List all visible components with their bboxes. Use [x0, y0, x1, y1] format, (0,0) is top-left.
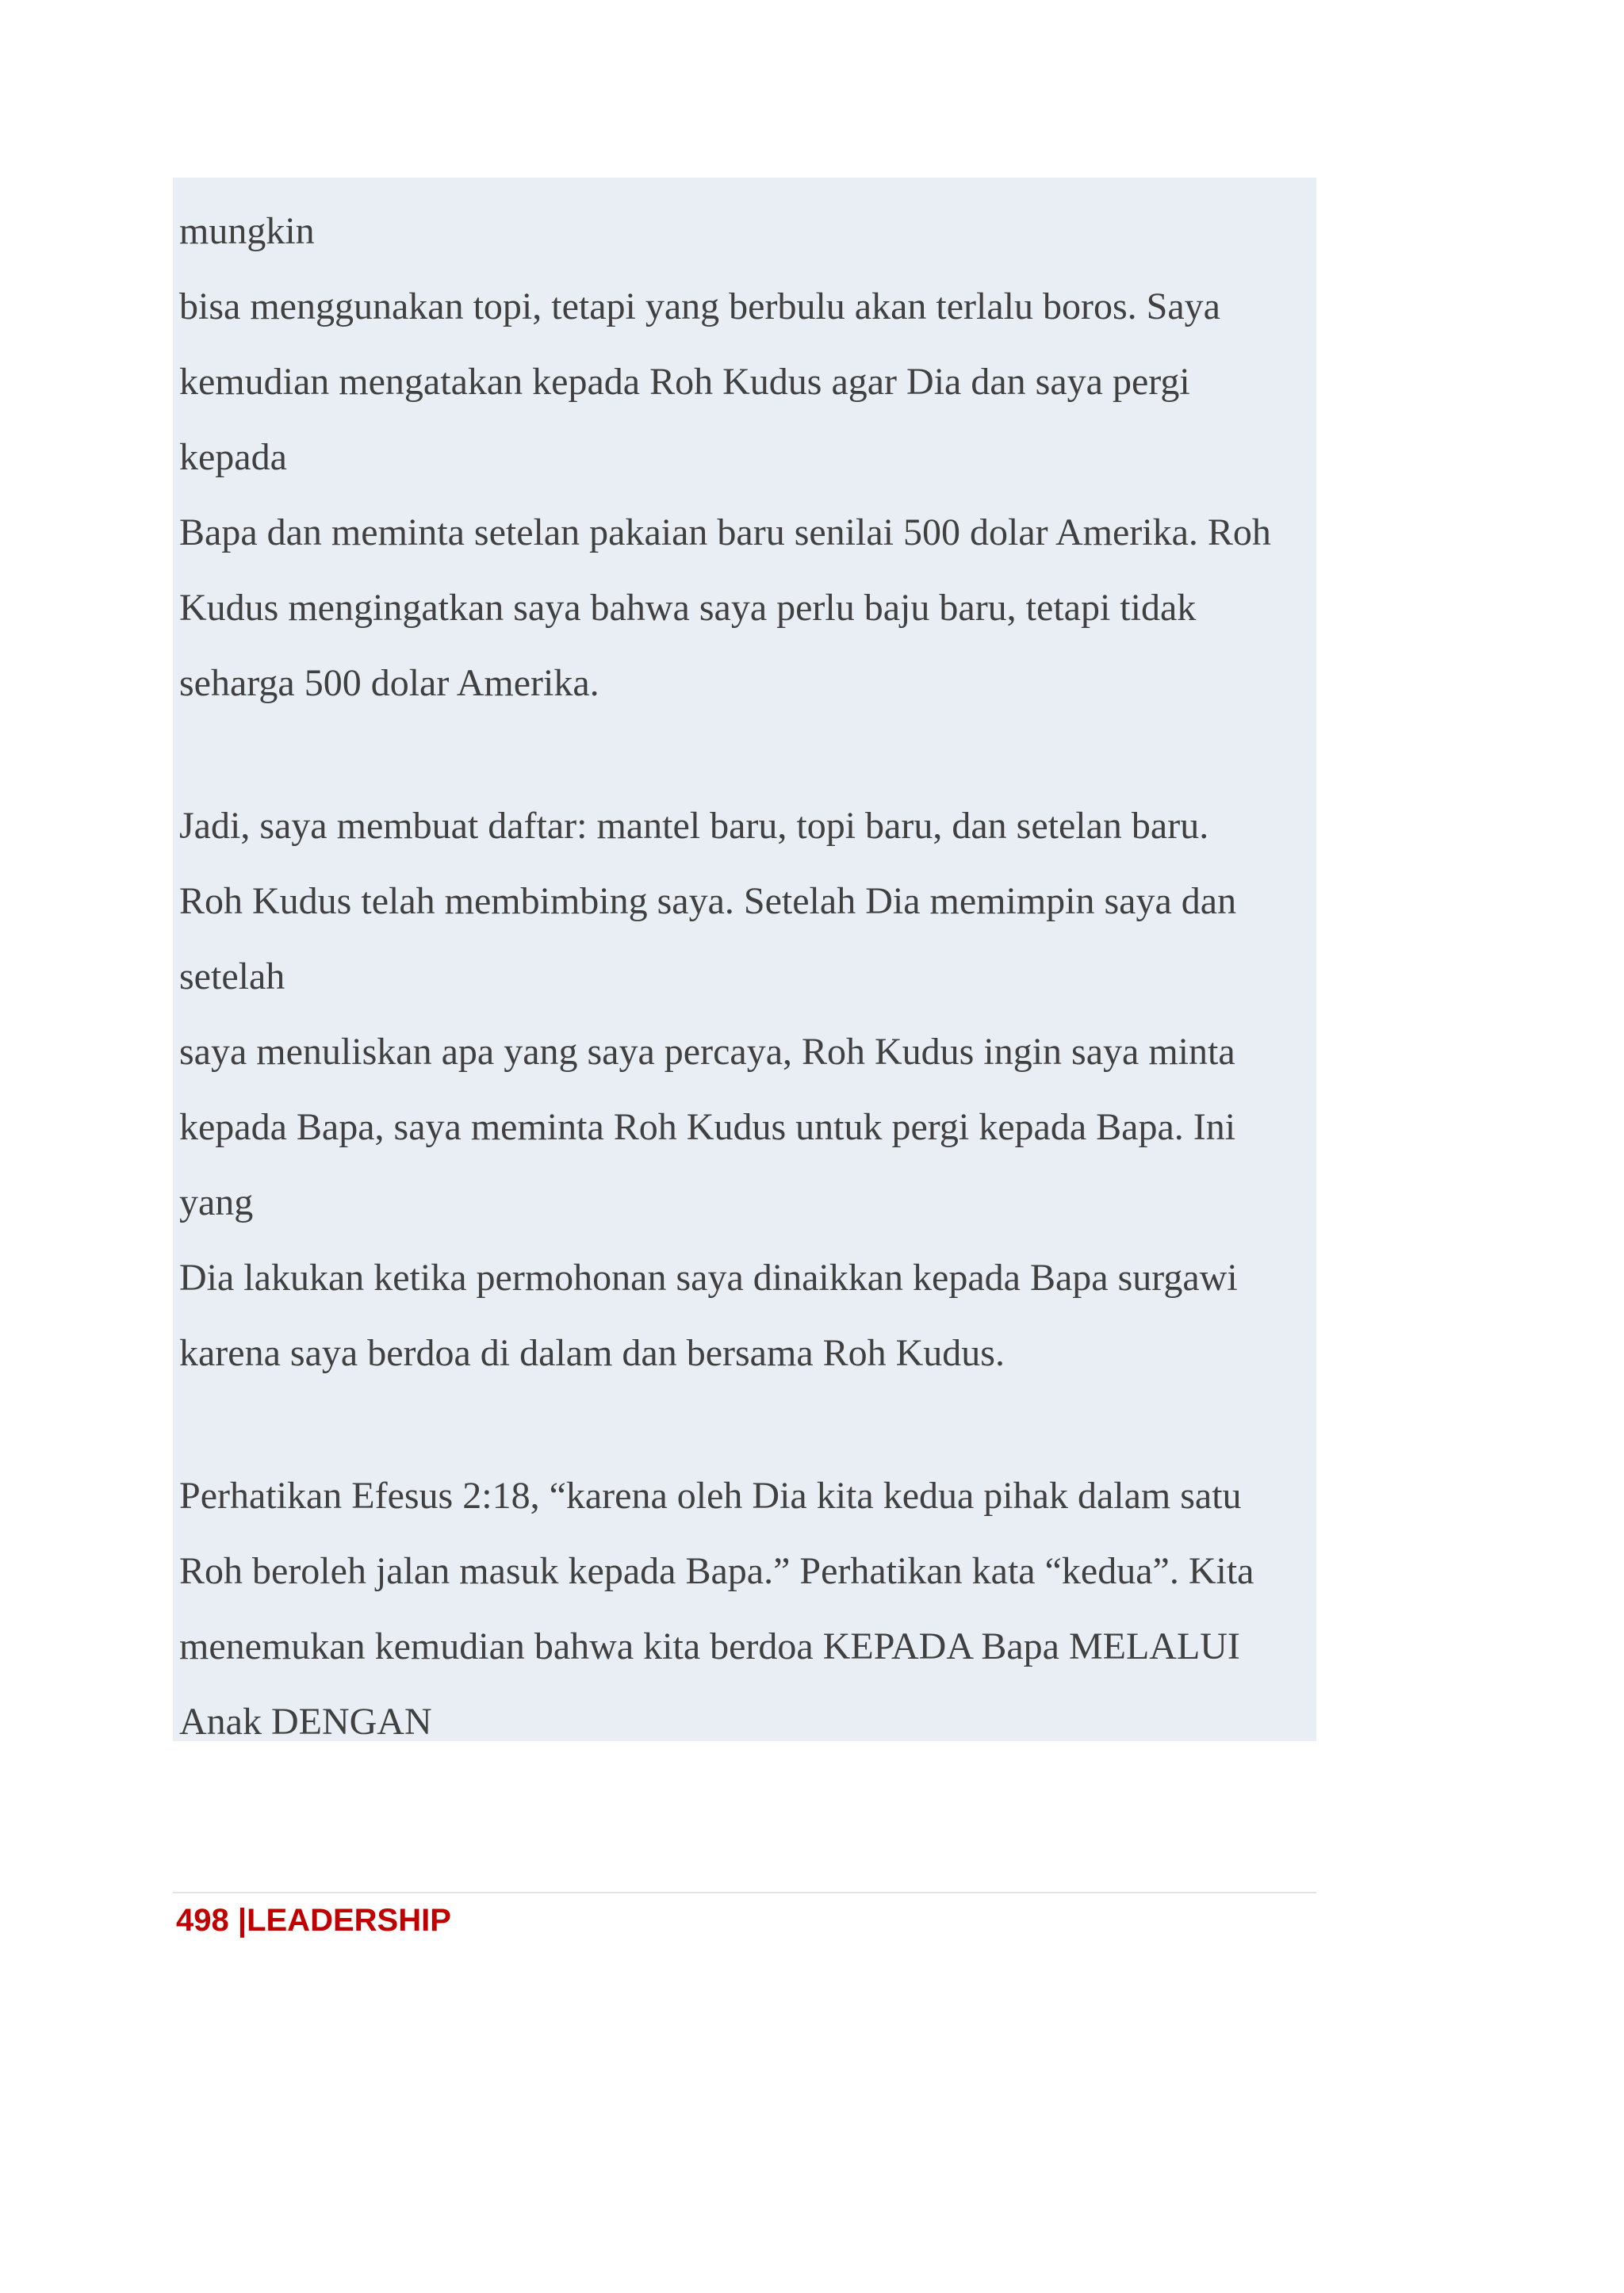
- body-line: kemudian mengatakan kepada Roh Kudus agar Dia dan saya pergi: [179, 361, 1190, 403]
- body-line: kepada Bapa, saya meminta Roh Kudus untuk pergi kepada Bapa. Ini: [179, 1106, 1236, 1148]
- body-line: Roh beroleh jalan masuk kepada Bapa.” Perhatikan kata “kedua”. Kita: [179, 1550, 1254, 1592]
- body-line: mungkin: [179, 210, 315, 252]
- highlighted-text-block: [173, 178, 1316, 1741]
- body-line: seharga 500 dolar Amerika.: [179, 662, 599, 704]
- body-line: Bapa dan meminta setelan pakaian baru senilai 500 dolar Amerika. Roh: [179, 511, 1271, 553]
- body-line: menemukan kemudian bahwa kita berdoa KEPADA Bapa MELALUI: [179, 1625, 1240, 1667]
- body-line: Kudus mengingatkan saya bahwa saya perlu baju baru, tetapi tidak: [179, 587, 1197, 629]
- body-line: karena saya berdoa di dalam dan bersama Roh Kudus.: [179, 1332, 1005, 1374]
- page-number: 498: [176, 1903, 229, 1938]
- body-line: Dia lakukan ketika permohonan saya dinaikkan kepada Bapa surgawi: [179, 1257, 1238, 1299]
- body-line: kepada: [179, 436, 287, 478]
- body-line: Jadi, saya membuat daftar: mantel baru, topi baru, dan setelan baru.: [179, 805, 1209, 847]
- body-line: Perhatikan Efesus 2:18, “karena oleh Dia kita kedua pihak dalam satu: [179, 1475, 1242, 1517]
- page-footer: [176, 1900, 451, 1941]
- footer-separator: |: [228, 1903, 247, 1938]
- body-line: Anak DENGAN: [179, 1701, 432, 1743]
- body-line: yang: [179, 1181, 254, 1223]
- body-line: bisa menggunakan topi, tetapi yang berbulu akan terlalu boros. Saya: [179, 285, 1220, 327]
- body-line: setelah: [179, 955, 285, 997]
- footer-section-title: LEADERSHIP: [247, 1903, 451, 1938]
- body-line: saya menuliskan apa yang saya percaya, Roh Kudus ingin saya minta: [179, 1031, 1235, 1073]
- footer-divider: [173, 1892, 1316, 1893]
- body-line: Roh Kudus telah membimbing saya. Setelah Dia memimpin saya dan: [179, 880, 1237, 922]
